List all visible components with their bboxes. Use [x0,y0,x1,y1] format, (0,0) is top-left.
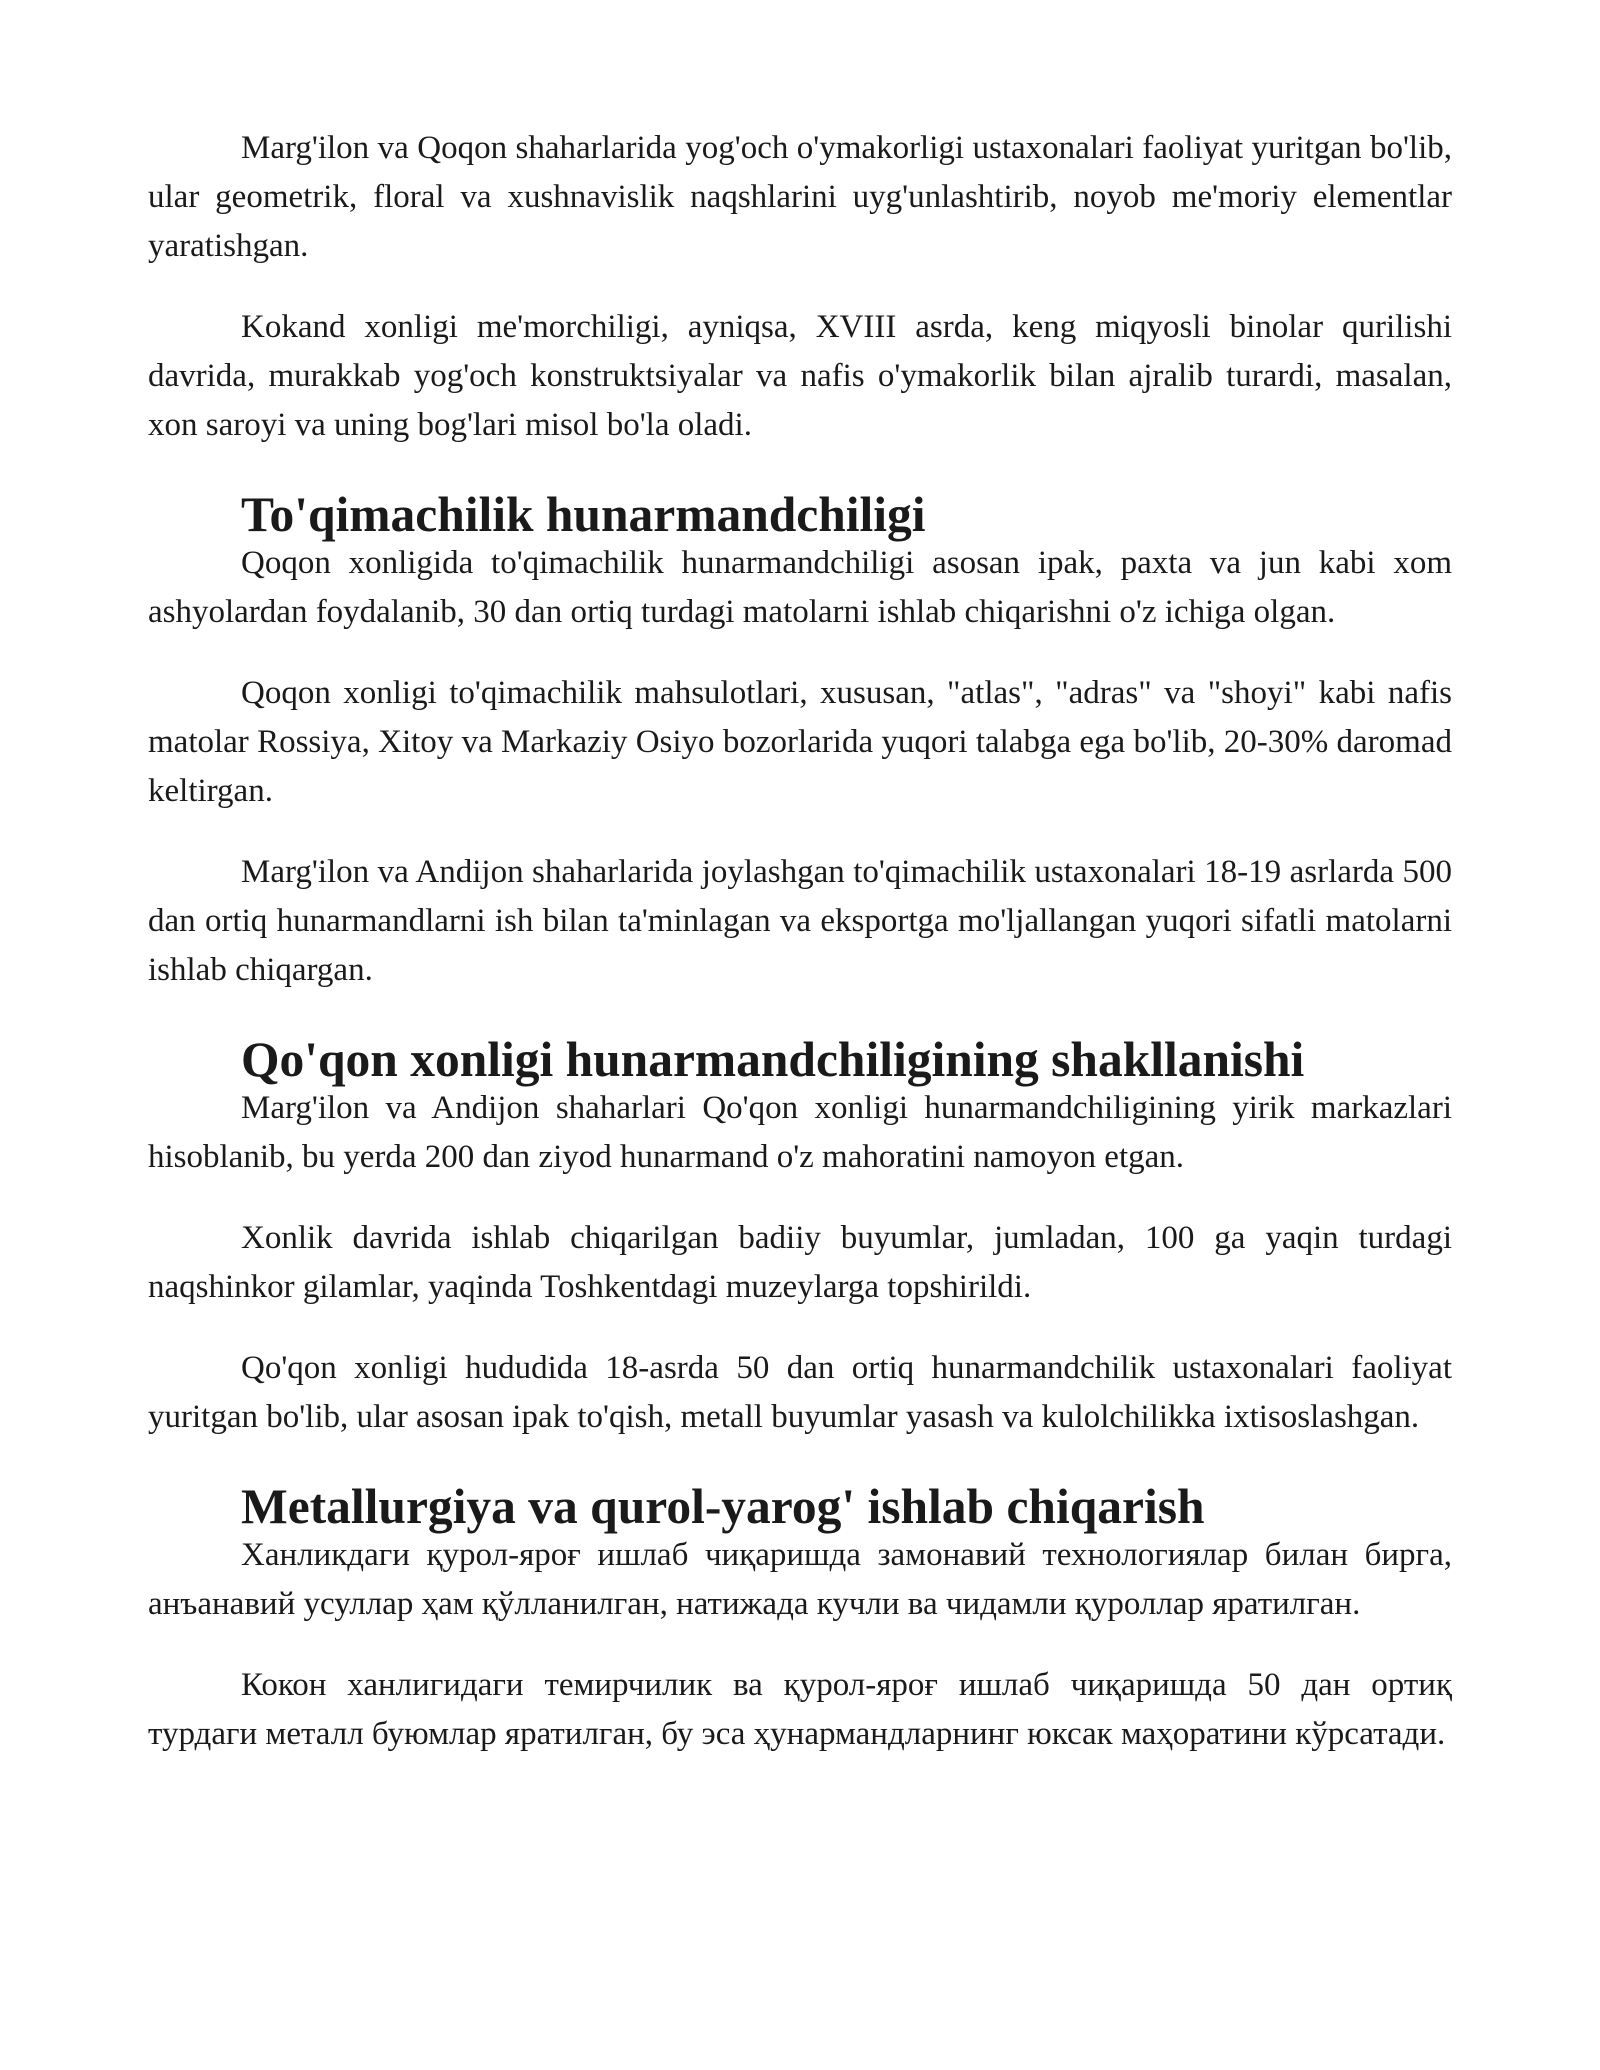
section-heading: Qo'qon xonligi hunarmandchiligining shakllanishi [241,1032,1305,1087]
paragraph: Qoqon xonligida to'qimachilik hunarmandchiligi asosan ipak, paxta va jun kabi xom ashyolardan foydalanib, 30 dan ortiq turdagi matolarni ishlab chiqarishni o'z ichiga olgan. [148,545,1452,630]
section-metallurgy [148,1479,1452,1759]
paragraph: Ханликдаги қурол-яроғ ишлаб чиқаришда замонавий технологиялар билан бирга, анъанавий усуллар ҳам қўлланилган, натижада кучли ва чидамли қуроллар яратилган. [148,1537,1452,1622]
paragraph: Marg'ilon va Andijon shaharlarida joylashgan to'qimachilik ustaxonalari 18-19 asrlarda 500 dan ortiq hunarmandlarni ish bilan ta'minlagan va eksportga mo'ljallangan yuqori sifatli matolarni ishlab chiqargan. [148,854,1452,988]
paragraph: Marg'ilon va Qoqon shaharlarida yog'och o'ymakorligi ustaxonalari faoliyat yuritgan bo'lib, ular geometrik, floral va xushnavislik naqshlarini uyg'unlashtirib, noyob me'moriy elementlar yaratishgan. [148,130,1452,264]
paragraph: Кокон ханлигидаги темирчилик ва қурол-яроғ ишлаб чиқаришда 50 дан ортиқ турдаги металл буюмлар яратилган, бу эса ҳунармандларнинг юксак маҳоратини кўрсатади. [148,1667,1452,1752]
section-heading: To'qimachilik hunarmandchiligi [241,487,926,542]
paragraph: Qo'qon xonligi hududida 18-asrda 50 dan ortiq hunarmandchilik ustaxonalari faoliyat yuritgan bo'lib, ular asosan ipak to'qish, metall buyumlar yasash va kulolchilikka ixtisoslashgan. [148,1350,1452,1435]
paragraph: Xonlik davrida ishlab chiqarilgan badiiy buyumlar, jumladan, 100 ga yaqin turdagi naqshinkor gilamlar, yaqinda Toshkentdagi muzeylarga topshirildi. [148,1220,1452,1305]
section-heading: Metallurgiya va qurol-yarog' ishlab chiqarish [241,1479,1205,1534]
section-textile [148,487,1452,995]
paragraph: Marg'ilon va Andijon shaharlari Qo'qon xonligi hunarmandchiligining yirik markazlari hisoblanib, bu yerda 200 dan ziyod hunarmand o'z mahoratini namoyon etgan. [148,1090,1452,1175]
document-page [148,124,1452,1791]
paragraph: Kokand xonligi me'morchiligi, ayniqsa, XVIII asrda, keng miqyosli binolar qurilishi davrida, murakkab yog'och konstruktsiyalar va nafis o'ymakorlik bilan ajralib turardi, masalan, xon saroyi va uning bog'lari misol bo'la oladi. [148,309,1452,443]
paragraph: Qoqon xonligi to'qimachilik mahsulotlari, xususan, "atlas", "adras" va "shoyi" kabi nafis matolar Rossiya, Xitoy va Markaziy Osiyo bozorlarida yuqori talabga ega bo'lib, 20-30% daromad keltirgan. [148,675,1452,809]
section-crafts-formation [148,1032,1452,1442]
